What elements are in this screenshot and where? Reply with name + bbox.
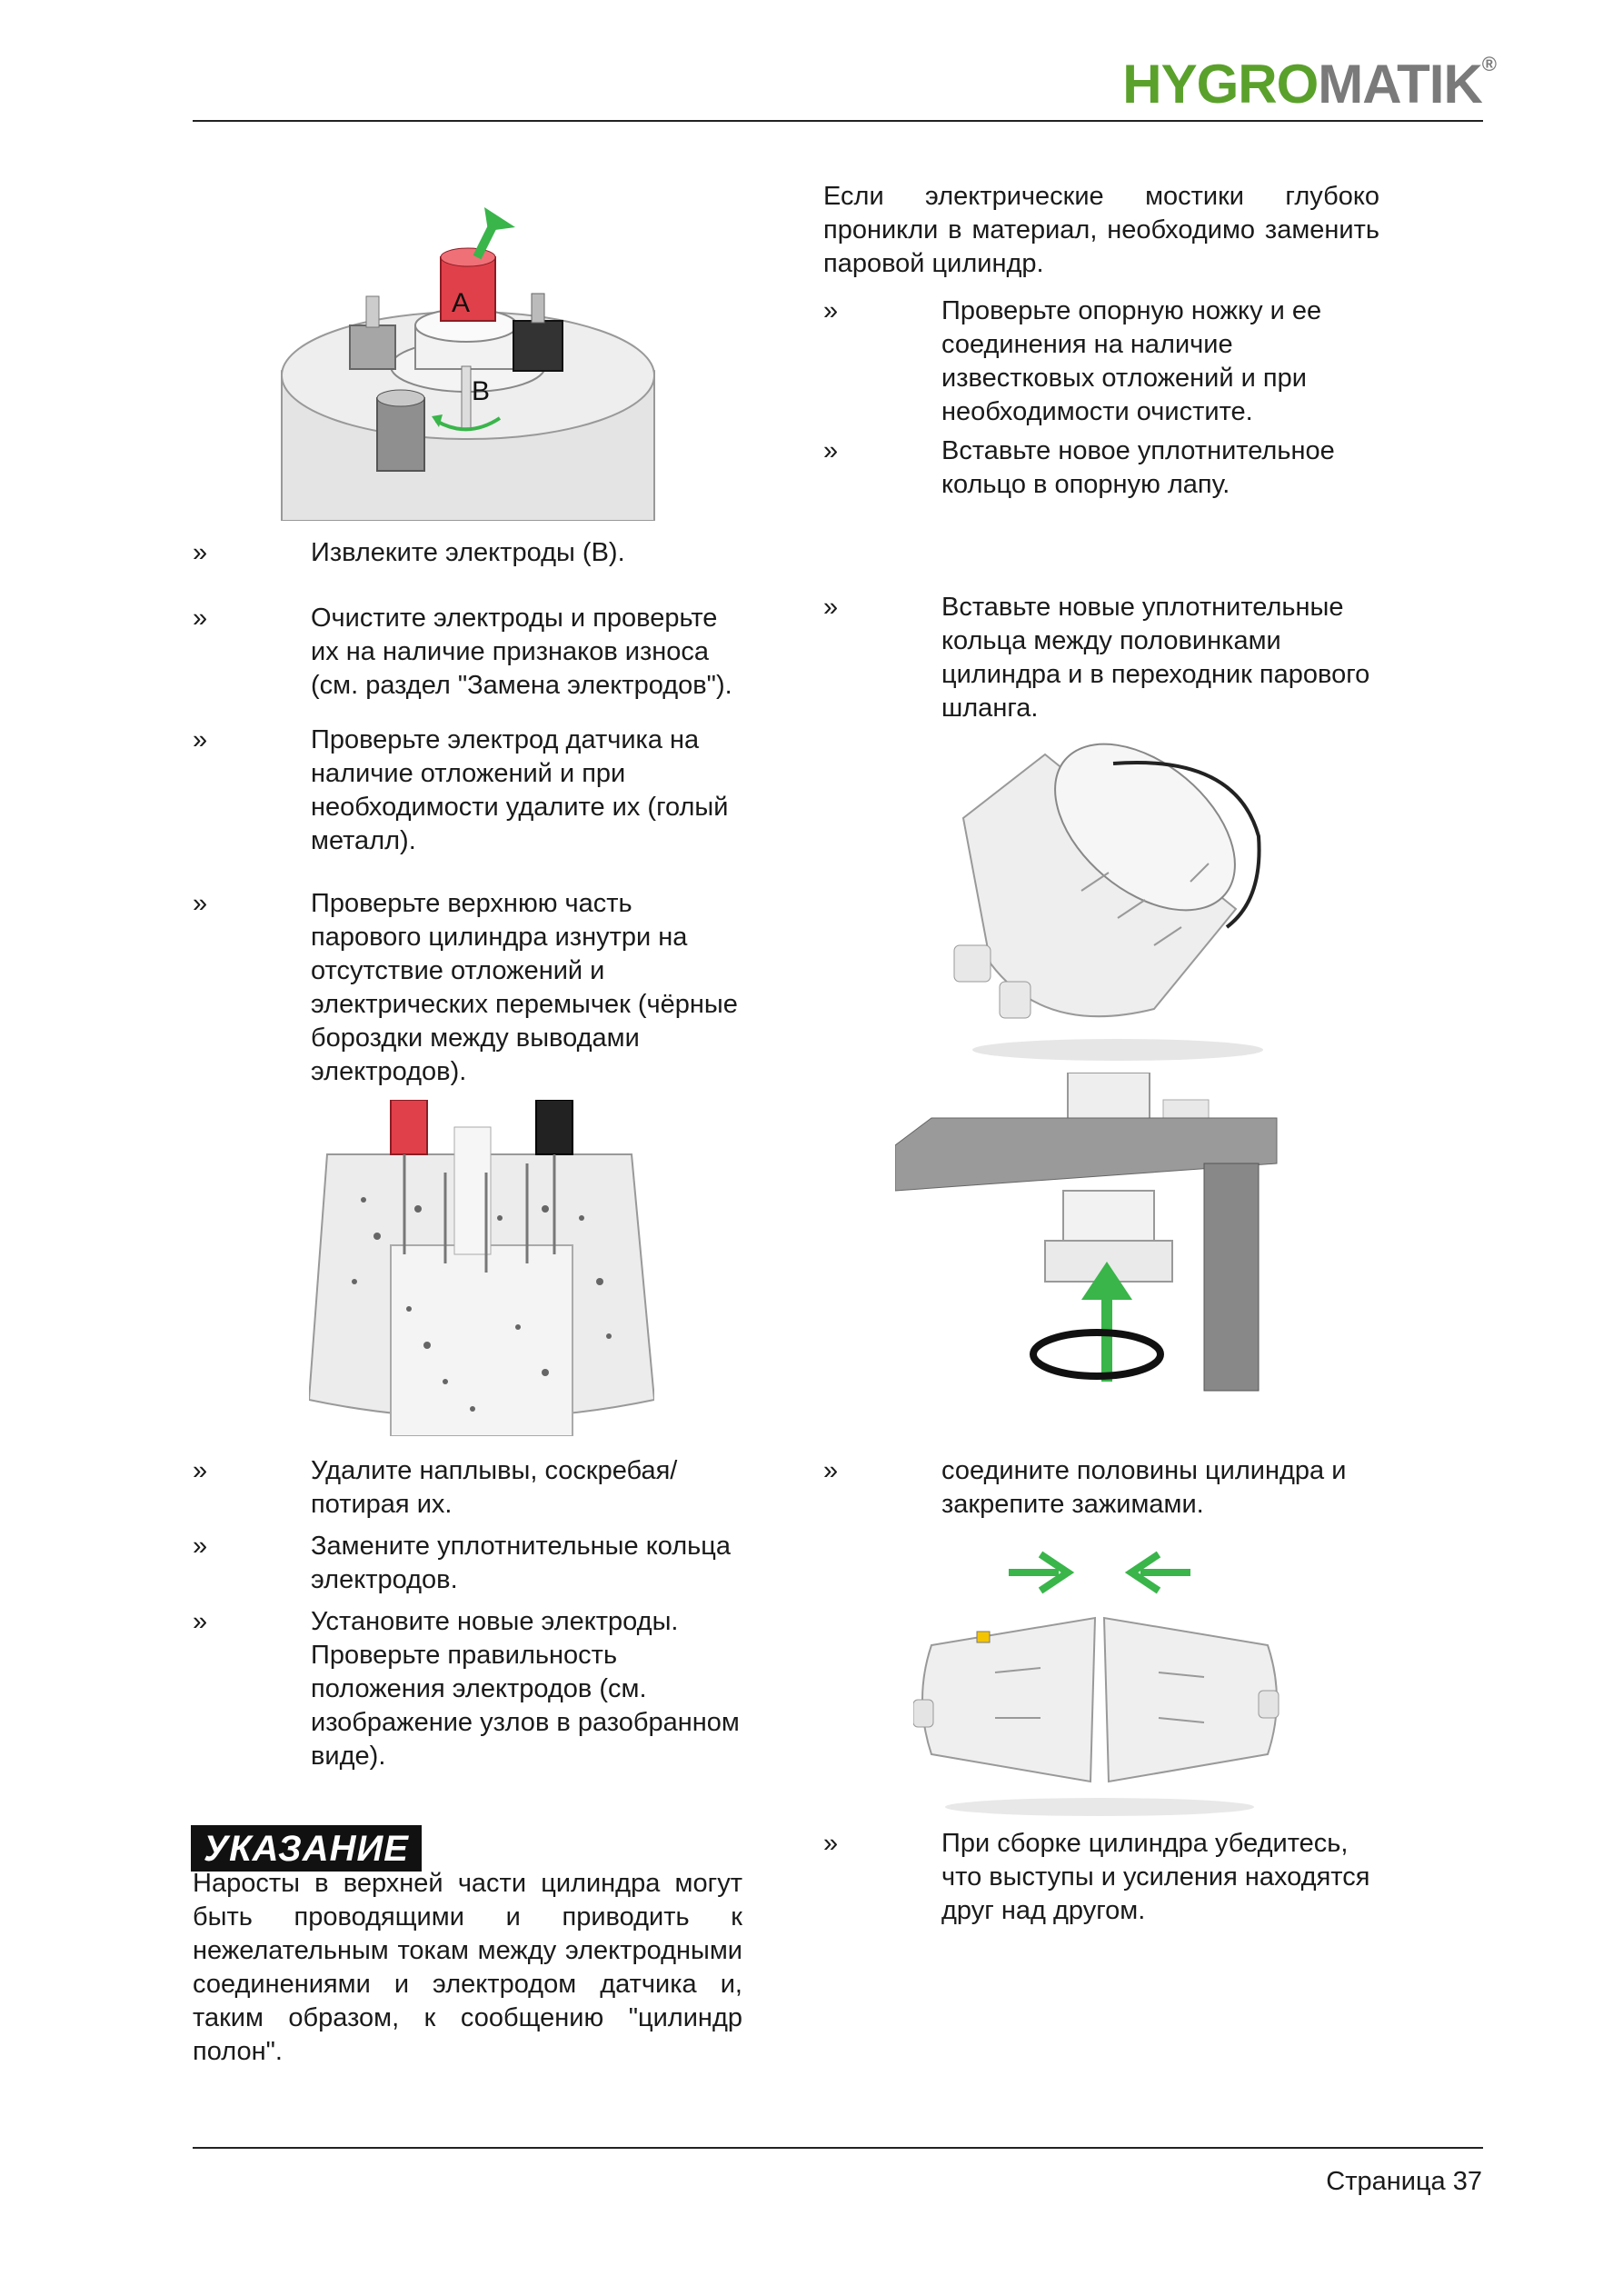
right-bullet-3: » Вставьте новые уплотнительные кольца между половинками цилиндра и в переходник парового шланга.: [823, 593, 1370, 723]
left-bullet-5: » Удалите наплывы, соскребая/потирая их.: [193, 1456, 678, 1519]
left-bullet-3: » Проверьте электрод датчика на наличие отложений и при необходимости удалите их (голый металл).: [193, 725, 729, 855]
left-bullet-6: » Замените уплотнительные кольца электродов.: [193, 1532, 731, 1594]
left-bullet-2: » Очистите электроды и проверьте их на наличие признаков износа (см. раздел "Замена электродов").: [193, 604, 732, 700]
right-bullet-2: » Вставьте новое уплотнительное кольцо в опорную лапу.: [823, 436, 1335, 499]
note-label: УКАЗАНИЕ: [191, 1825, 422, 1872]
right-intro: Если электрические мостики глубоко проникли в материал, необходимо заменить паровой цилиндр.: [823, 182, 1379, 278]
figure-cylinder-deposits: [309, 1100, 654, 1436]
footer-rule: [193, 2147, 1483, 2149]
right-bullet-1: » Проверьте опорную ножку и ее соединения на наличие известковых отложений и при необходимости очистите.: [823, 296, 1322, 426]
svg-text:A: A: [452, 288, 471, 318]
left-bullet-7: » Установите новые электроды. Проверьте правильность положения электродов (см. изображение узлов в разобранном виде).: [193, 1607, 740, 1771]
note-text: Наросты в верхней части цилиндра могут быть проводящими и приводить к нежелательным токам между электродными соединениями и электродом датчика и, таким образом, к сообщению "цилиндр полон".: [193, 1869, 742, 2066]
hygromatik-logo: HYGROMATIK®: [1122, 53, 1496, 115]
right-bullet-5: » При сборке цилиндра убедитесь, что выступы и усиления находятся друг над другом.: [823, 1829, 1370, 1925]
left-bullet-4: » Проверьте верхнюю часть парового цилиндра изнутри на отсутствие отложений и электрических перемычек (чёрные бороздки между выводами электродов).: [193, 889, 738, 1086]
page-number: Страница 37: [1326, 2167, 1482, 2196]
figure-electrodes-removal: [277, 207, 659, 521]
header-rule: [193, 120, 1483, 122]
svg-text:B: B: [472, 376, 491, 406]
figure-join-cylinder-halves: [913, 1545, 1286, 1818]
left-bullet-1: » Извлеките электроды (В).: [193, 538, 625, 567]
right-bullet-4: » соедините половины цилиндра и закрепите зажимами.: [823, 1456, 1347, 1519]
figure-support-foot-oring: [895, 1073, 1295, 1409]
figure-cylinder-half-oring: [936, 736, 1299, 1063]
